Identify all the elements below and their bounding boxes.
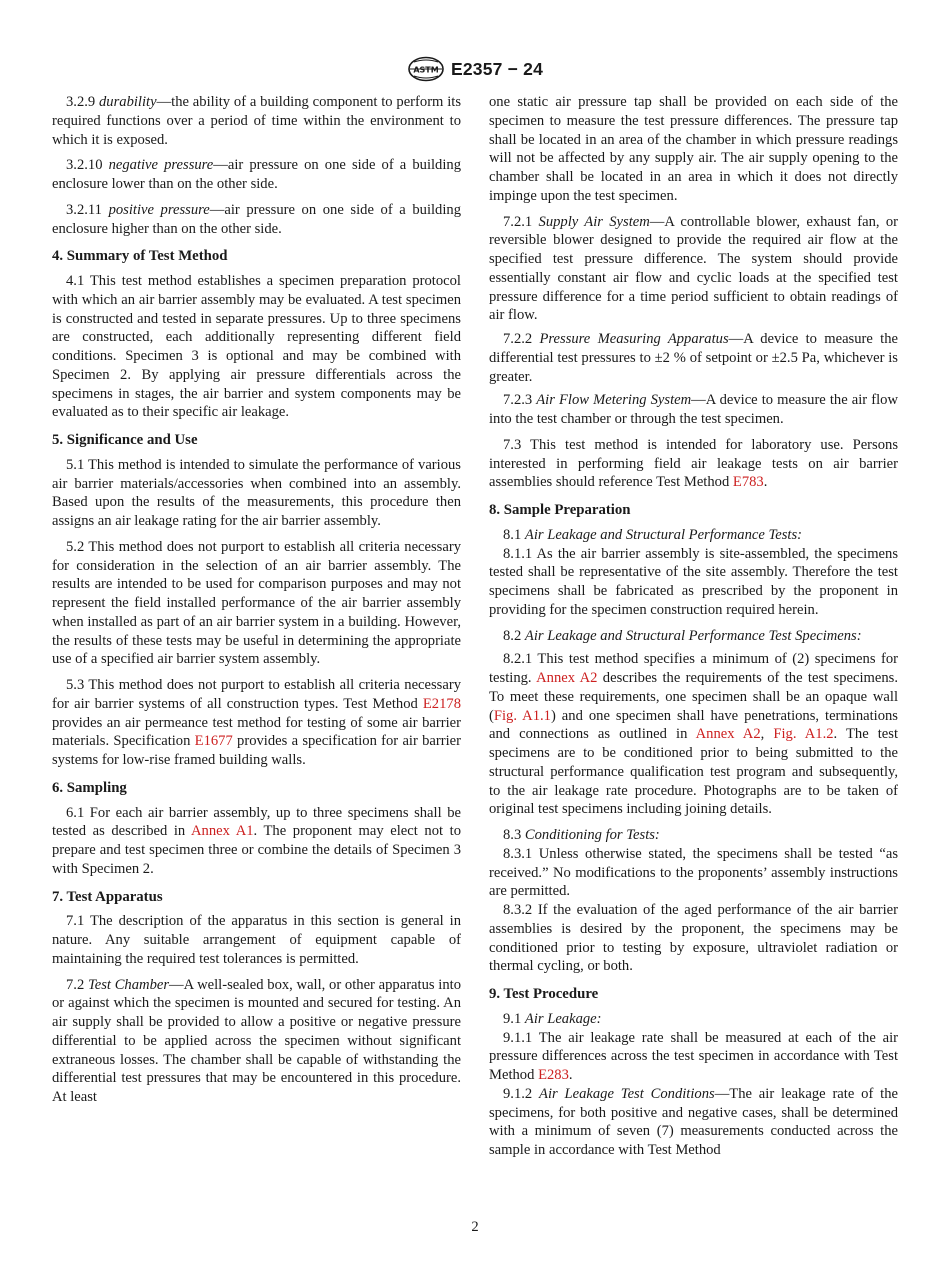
paragraph-8-2-1: 8.2.1 This test method specifies a minimum of (2) specimens for testing. Annex A2 describes the requirements of the test specimens. To meet these requirements, one specimen shall be an opaque wall (Fig. A1.1) and one specimen shall have penetrations, terminations and connections as outlined in Annex A2, Fig. A1.2. The test specimens are to be conditioned prior to being submitted to the structural performance qualification test program and subsequently, to the air leakage rate procedure. Photographs are to be taken of original test specimens including joining details. — [489, 651, 898, 818]
standard-designation: E2357 − 24 — [450, 58, 543, 79]
paragraph-7-2-2: 7.2.2 Pressure Measuring Apparatus—A device to measure the differential test pressures to ±2 % of setpoint or ±2.5 Pa, whichever is greater. — [489, 331, 898, 385]
paragraph-9-1-1: 9.1.1 The air leakage rate shall be measured at each of the air pressure differences across the test specimen in accordance with Test Method E283. — [489, 1029, 898, 1083]
paragraph-5-2: 5.2 This method does not purport to establish all criteria necessary for consideration in the selection of an air barrier assembly. The results are intended to be used for comparison purposes and may not represent the field installed performance of the air barrier assembly when installed as part of an air barrier system in a building. However, the results of these tests may be useful in determining the appropriate use of a specified air barrier system assembly. — [52, 538, 461, 668]
paragraph-8-1: 8.1 Air Leakage and Structural Performance Tests: — [503, 526, 803, 543]
paragraph-3-2-9: 3.2.9 durability—the ability of a building component to perform its required functions over a period of time within the environment to which it is exposed. — [52, 94, 461, 148]
logo-lettering: ASTM — [413, 65, 439, 75]
paragraph-7-2-1: 7.2.1 Supply Air System—A controllable blower, exhaust fan, or reversible blower designed to provide the required air flow at the specified test pressure difference. The system should provide essentially constant air flow and cyclic loads at the specified test pressure difference for a time period sufficient to obtain readings of air flow. — [489, 213, 898, 324]
section-heading-7: 7. Test Apparatus — [52, 888, 163, 905]
astm-logo-icon — [407, 56, 445, 82]
paragraph-9-1-2: 9.1.2 Air Leakage Test Conditions—The air leakage rate of the specimens, for both positive and negative cases, shall be determined with a minimum of seven (7) measurements conducted across the sample in accordance with Test Method — [489, 1085, 898, 1158]
link-fig-a1-1[interactable]: Fig. A1.1 — [493, 707, 551, 724]
link-annex-a1[interactable]: Annex A1 — [191, 823, 254, 840]
link-e2178[interactable]: E2178 — [422, 695, 461, 712]
page-number: 2 — [471, 1219, 479, 1235]
link-fig-a1-2[interactable]: Fig. A1.2 — [773, 726, 834, 743]
paragraph-3-2-10: 3.2.10 negative pressure—air pressure on one side of a building enclosure lower than on the other side. — [52, 157, 462, 192]
paragraph-6-1: 6.1 For each air barrier assembly, up to three specimens shall be tested as described in Annex A1. The proponent may elect not to prepare and test specimen three or combine the details of Specimen 3 with Specimen 2. — [52, 804, 461, 877]
link-e783[interactable]: E783 — [732, 474, 764, 491]
paragraph-9-1: 9.1 Air Leakage: — [503, 1010, 602, 1027]
paragraph-5-3: 5.3 This method does not purport to establish all criteria necessary for air barrier systems of all construction types. Test Method E2178 provides an air permeance test method for testing of some air barrier materials. Specification E1677 provides a specification for air barrier systems for low-rise framed building walls. — [52, 677, 461, 768]
paragraph-8-3: 8.3 Conditioning for Tests: — [503, 827, 660, 843]
link-annex-a2[interactable]: Annex A2 — [536, 670, 598, 686]
paragraph-5-1: 5.1 This method is intended to simulate the performance of various air barrier materials/accessories when combined into an assembly. Based upon the results of the measurements, this procedure then assigns an air leakage rating for the air barrier assembly. — [52, 456, 461, 529]
paragraph-7-3: 7.3 This test method is intended for laboratory use. Persons interested in performing field air leakage tests on air barrier assemblies should reference Test Method E783. — [489, 436, 898, 491]
section-heading-6: 6. Sampling — [52, 779, 127, 796]
section-heading-8: 8. Sample Preparation — [489, 502, 631, 518]
paragraph-8-2: 8.2 Air Leakage and Structural Performance Test Specimens: — [503, 627, 862, 644]
paragraph-8-3-2: 8.3.2 If the evaluation of the aged performance of the air barrier assemblies is desired by the proponent, the specimens may be conditioned prior to testing by exposure, ultraviolet radiation or thermal cycling, or both. — [489, 902, 898, 975]
link-e283[interactable]: E283 — [538, 1067, 569, 1083]
paragraph-7-2-3: 7.2.3 Air Flow Metering System—A device to measure the air flow into the test chamber or through the test specimen. — [489, 392, 898, 427]
link-e1677[interactable]: E1677 — [194, 733, 233, 750]
page-header — [0, 56, 950, 82]
paragraph-8-1-1: 8.1.1 As the air barrier assembly is site-assembled, the specimens tested shall be representative of the site assembly. Therefore the test specimens shall be fabricated as prescribed by the proponent in providing for the specimen construction required herein. — [489, 545, 898, 618]
section-heading-4: 4. Summary of Test Method — [52, 248, 228, 265]
section-heading-5: 5. Significance and Use — [52, 432, 198, 448]
paragraph-8-3-1: 8.3.1 Unless otherwise stated, the specimens shall be tested “as received.” No modifications to the proponents’ assembly instructions are permitted. — [489, 845, 898, 900]
link-annex-a2-second[interactable]: Annex A2 — [695, 726, 761, 743]
section-heading-9: 9. Test Procedure — [489, 986, 599, 1002]
paragraph-3-2-11: 3.2.11 positive pressure—air pressure on one side of a building enclosure higher than on the other side. — [52, 201, 462, 237]
paragraph-7-2: 7.2 Test Chamber—A well-sealed box, wall, or other apparatus into or against which the specimen is mounted and secured for testing. An air supply shall be provided to allow a positive or negative pressure differential to be applied across the specimen without significant extraneous losses. The chamber shall be capable of withstanding the differential test pressures that may be encountered in this procedure. At least — [52, 976, 461, 1105]
left-column — [52, 93, 461, 1114]
paragraph-4-1: 4.1 This test method establishes a specimen preparation protocol with which an air barrier assembly may be evaluated. A test specimen is constructed and tested in separate pressures. Up to three specimens are constructed, each additionally representing different field conditions. Specimen 3 is optional and may be combined with Specimen 2. By applying air pressure differentials across the specimens in stages, the air barrier and system components may be evaluated as to their specific air leakage. — [52, 273, 461, 421]
paragraph-7-1: 7.1 The description of the apparatus in this section is general in nature. Any suitable arrangement of equipment capable of maintaining the required test tolerances is permitted. — [52, 913, 461, 967]
paragraph-7-2-continued: one static air pressure tap shall be provided on each side of the specimen to measure the test pressure differences. The pressure tap shall be located in an area of the chamber in which pressure readings will not be affected by any supply air. The air supply opening to the chamber shall be located in an area in which it does not directly impinge upon the test specimen. — [489, 94, 898, 204]
right-column — [489, 93, 898, 1160]
